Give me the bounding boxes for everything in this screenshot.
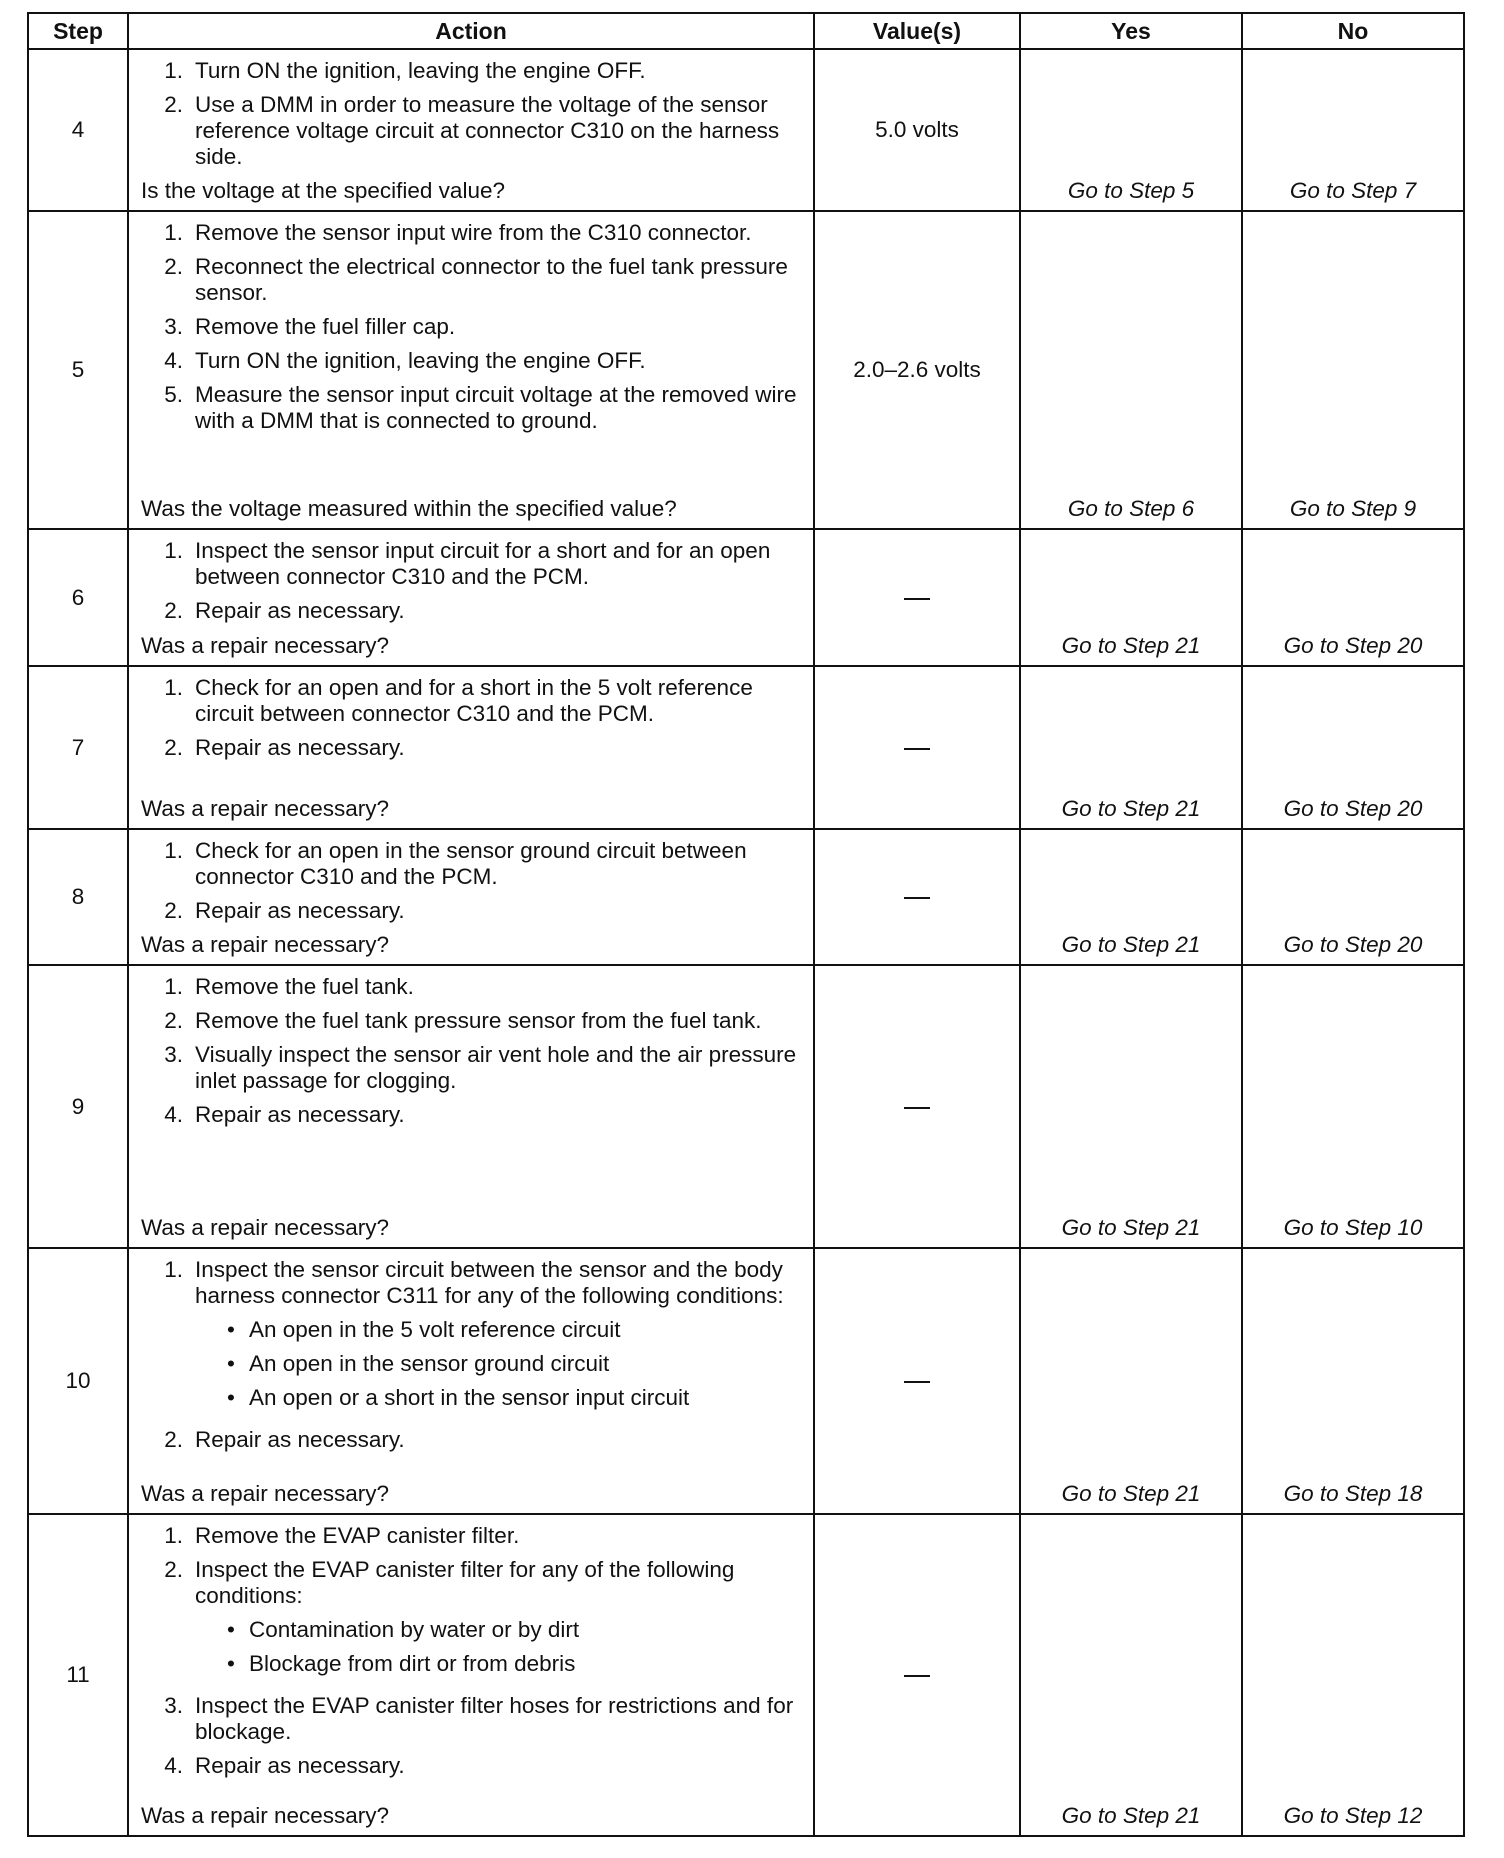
action-item xyxy=(141,898,801,924)
action-item xyxy=(141,348,801,374)
action-item-text xyxy=(195,314,801,340)
action-item xyxy=(141,538,801,590)
action-item-label: Repair as necessary. xyxy=(195,898,405,923)
action-item-text xyxy=(195,1257,801,1419)
action-item-text xyxy=(195,382,801,434)
action-item-number: 2. xyxy=(164,1557,183,1582)
action-item-number: 2. xyxy=(164,92,183,117)
value-cell xyxy=(814,1248,1020,1514)
no-cell: Go to Step 20 xyxy=(1242,529,1464,666)
action-cell xyxy=(128,49,814,211)
action-question: Was a repair necessary? xyxy=(141,633,390,658)
action-item-text xyxy=(195,1557,801,1685)
action-item-label: Inspect the sensor circuit between the sensor and the body harness connector C311 for any of the following conditions: xyxy=(195,1257,784,1308)
action-item xyxy=(141,58,801,84)
action-list xyxy=(141,974,801,1128)
action-item-number: 2. xyxy=(164,598,183,623)
header-step: Step xyxy=(28,13,128,49)
value-cell xyxy=(814,529,1020,666)
header-row xyxy=(28,13,1464,49)
table-row xyxy=(28,965,1464,1248)
table-row xyxy=(28,211,1464,529)
action-item-number: 3. xyxy=(164,1693,183,1718)
table-row xyxy=(28,1514,1464,1836)
action-item xyxy=(141,254,801,306)
action-item-text xyxy=(195,1042,801,1094)
action-item-text xyxy=(195,1693,801,1745)
sub-item-text: Contamination by water or by dirt xyxy=(249,1617,580,1642)
no-cell: Go to Step 10 xyxy=(1242,965,1464,1248)
action-item-number: 4. xyxy=(164,348,183,373)
bullet-icon: • xyxy=(227,1351,235,1376)
step-number: 8 xyxy=(28,829,128,965)
value-text xyxy=(904,1675,930,1677)
value-text xyxy=(904,598,930,600)
yes-cell: Go to Step 21 xyxy=(1020,1248,1242,1514)
no-cell: Go to Step 7 xyxy=(1242,49,1464,211)
action-cell xyxy=(128,666,814,829)
sub-item xyxy=(195,1317,801,1343)
action-item-number: 2. xyxy=(164,1008,183,1033)
sub-item-text: An open in the 5 volt reference circuit xyxy=(249,1317,621,1342)
value-text: 5.0 volts xyxy=(875,117,959,142)
action-list xyxy=(141,1257,801,1453)
value-text xyxy=(904,897,930,899)
action-item xyxy=(141,1102,801,1128)
action-item-number: 4. xyxy=(164,1102,183,1127)
header-yes: Yes xyxy=(1020,13,1242,49)
table-row xyxy=(28,529,1464,666)
action-item-text xyxy=(195,675,801,727)
action-item-text xyxy=(195,838,801,890)
value-cell xyxy=(814,829,1020,965)
action-item-number: 1. xyxy=(164,675,183,700)
yes-cell: Go to Step 21 xyxy=(1020,529,1242,666)
action-item xyxy=(141,1557,801,1685)
bullet-icon: • xyxy=(227,1385,235,1410)
sub-item-text: An open in the sensor ground circuit xyxy=(249,1351,610,1376)
value-cell xyxy=(814,49,1020,211)
action-question: Is the voltage at the specified value? xyxy=(141,178,505,203)
action-item xyxy=(141,838,801,890)
action-item-text xyxy=(195,348,801,374)
sub-item-list xyxy=(195,1317,801,1411)
action-item xyxy=(141,92,801,170)
table-row xyxy=(28,829,1464,965)
action-item xyxy=(141,1042,801,1094)
action-item-text xyxy=(195,598,801,624)
action-item xyxy=(141,1693,801,1745)
action-item xyxy=(141,314,801,340)
yes-cell: Go to Step 5 xyxy=(1020,49,1242,211)
action-item-number: 1. xyxy=(164,1257,183,1282)
action-item-text xyxy=(195,58,801,84)
action-question: Was a repair necessary? xyxy=(141,1215,390,1240)
yes-cell: Go to Step 21 xyxy=(1020,965,1242,1248)
action-item-label: Remove the sensor input wire from the C310 connector. xyxy=(195,220,752,245)
action-question: Was a repair necessary? xyxy=(141,932,390,957)
sub-item-text: Blockage from dirt or from debris xyxy=(249,1651,576,1676)
action-item-label: Repair as necessary. xyxy=(195,1427,405,1452)
action-cell xyxy=(128,1248,814,1514)
bullet-icon: • xyxy=(227,1651,235,1676)
step-number: 5 xyxy=(28,211,128,529)
action-item-number: 1. xyxy=(164,838,183,863)
action-question: Was a repair necessary? xyxy=(141,796,390,821)
action-item-label: Turn ON the ignition, leaving the engine OFF. xyxy=(195,58,646,83)
action-cell xyxy=(128,1514,814,1836)
bullet-icon: • xyxy=(227,1317,235,1342)
action-item-text xyxy=(195,735,801,761)
action-list xyxy=(141,58,801,170)
action-item-text xyxy=(195,220,801,246)
action-item xyxy=(141,1008,801,1034)
action-item-text xyxy=(195,898,801,924)
action-item-label: Use a DMM in order to measure the voltage of the sensor reference voltage circuit at connector C310 on the harness side. xyxy=(195,92,780,169)
action-item-number: 5. xyxy=(164,382,183,407)
diagnostic-table xyxy=(27,12,1465,1837)
header-no: No xyxy=(1242,13,1464,49)
action-item-label: Check for an open and for a short in the 5 volt reference circuit between connector C310 and the PCM. xyxy=(195,675,753,726)
value-cell xyxy=(814,965,1020,1248)
action-item-label: Repair as necessary. xyxy=(195,598,405,623)
yes-cell: Go to Step 21 xyxy=(1020,666,1242,829)
action-item xyxy=(141,1523,801,1549)
step-number: 6 xyxy=(28,529,128,666)
action-item-text xyxy=(195,1523,801,1549)
action-item-text xyxy=(195,974,801,1000)
header-values: Value(s) xyxy=(814,13,1020,49)
table-row xyxy=(28,1248,1464,1514)
table-row xyxy=(28,49,1464,211)
action-item xyxy=(141,382,801,434)
header-action: Action xyxy=(128,13,814,49)
action-list xyxy=(141,220,801,434)
sub-item-list xyxy=(195,1617,801,1677)
action-item-number: 2. xyxy=(164,1427,183,1452)
sub-item xyxy=(195,1617,801,1643)
action-question: Was a repair necessary? xyxy=(141,1803,390,1828)
action-list xyxy=(141,1523,801,1779)
action-item-label: Inspect the sensor input circuit for a short and for an open between connector C310 and the PCM. xyxy=(195,538,771,589)
action-item-label: Check for an open in the sensor ground circuit between connector C310 and the PCM. xyxy=(195,838,747,889)
action-item-number: 2. xyxy=(164,735,183,760)
action-item-number: 2. xyxy=(164,898,183,923)
action-item-label: Inspect the EVAP canister filter for any of the following conditions: xyxy=(195,1557,735,1608)
no-cell: Go to Step 12 xyxy=(1242,1514,1464,1836)
action-item-label: Repair as necessary. xyxy=(195,735,405,760)
action-question: Was a repair necessary? xyxy=(141,1481,390,1506)
action-list xyxy=(141,838,801,924)
action-item-text xyxy=(195,1753,801,1779)
sub-item-text: An open or a short in the sensor input circuit xyxy=(249,1385,690,1410)
step-number: 10 xyxy=(28,1248,128,1514)
action-item-number: 3. xyxy=(164,1042,183,1067)
action-item-number: 1. xyxy=(164,58,183,83)
action-item-label: Inspect the EVAP canister filter hoses for restrictions and for blockage. xyxy=(195,1693,794,1744)
action-item-label: Remove the fuel filler cap. xyxy=(195,314,456,339)
action-item-label: Turn ON the ignition, leaving the engine OFF. xyxy=(195,348,646,373)
action-list xyxy=(141,538,801,624)
action-cell xyxy=(128,829,814,965)
sub-item xyxy=(195,1351,801,1377)
action-cell xyxy=(128,529,814,666)
action-item-label: Repair as necessary. xyxy=(195,1753,405,1778)
action-cell xyxy=(128,965,814,1248)
value-cell xyxy=(814,211,1020,529)
step-number: 11 xyxy=(28,1514,128,1836)
action-item-label: Reconnect the electrical connector to the fuel tank pressure sensor. xyxy=(195,254,788,305)
action-item-label: Repair as necessary. xyxy=(195,1102,405,1127)
step-number: 7 xyxy=(28,666,128,829)
action-item-text xyxy=(195,1008,801,1034)
action-item xyxy=(141,974,801,1000)
action-item-text xyxy=(195,538,801,590)
value-text xyxy=(904,1107,930,1109)
no-cell: Go to Step 18 xyxy=(1242,1248,1464,1514)
action-item xyxy=(141,1753,801,1779)
action-item-label: Remove the EVAP canister filter. xyxy=(195,1523,520,1548)
action-item-label: Measure the sensor input circuit voltage at the removed wire with a DMM that is connected to ground. xyxy=(195,382,797,433)
action-item-text xyxy=(195,92,801,170)
step-number: 4 xyxy=(28,49,128,211)
action-item-number: 4. xyxy=(164,1753,183,1778)
action-item-label: Visually inspect the sensor air vent hole and the air pressure inlet passage for clogging. xyxy=(195,1042,797,1093)
action-item xyxy=(141,598,801,624)
action-list xyxy=(141,675,801,761)
action-question: Was the voltage measured within the specified value? xyxy=(141,496,677,521)
action-item-text xyxy=(195,254,801,306)
step-number: 9 xyxy=(28,965,128,1248)
table-row xyxy=(28,666,1464,829)
action-item-number: 1. xyxy=(164,220,183,245)
no-cell: Go to Step 9 xyxy=(1242,211,1464,529)
table-body xyxy=(28,49,1464,1836)
action-item-number: 2. xyxy=(164,254,183,279)
value-text xyxy=(904,1381,930,1383)
action-item-number: 3. xyxy=(164,314,183,339)
action-item xyxy=(141,735,801,761)
action-cell xyxy=(128,211,814,529)
action-item-text xyxy=(195,1427,801,1453)
value-text: 2.0–2.6 volts xyxy=(853,357,981,382)
action-item-label: Remove the fuel tank pressure sensor from the fuel tank. xyxy=(195,1008,762,1033)
action-item xyxy=(141,1257,801,1419)
action-item-label: Remove the fuel tank. xyxy=(195,974,414,999)
value-text xyxy=(904,748,930,750)
action-item-text xyxy=(195,1102,801,1128)
action-item xyxy=(141,675,801,727)
yes-cell: Go to Step 21 xyxy=(1020,829,1242,965)
no-cell: Go to Step 20 xyxy=(1242,829,1464,965)
sub-item xyxy=(195,1385,801,1411)
value-cell xyxy=(814,666,1020,829)
yes-cell: Go to Step 21 xyxy=(1020,1514,1242,1836)
no-cell: Go to Step 20 xyxy=(1242,666,1464,829)
action-item-number: 1. xyxy=(164,974,183,999)
bullet-icon: • xyxy=(227,1617,235,1642)
value-cell xyxy=(814,1514,1020,1836)
yes-cell: Go to Step 6 xyxy=(1020,211,1242,529)
sub-item xyxy=(195,1651,801,1677)
action-item-number: 1. xyxy=(164,538,183,563)
action-item xyxy=(141,1427,801,1453)
action-item-number: 1. xyxy=(164,1523,183,1548)
action-item xyxy=(141,220,801,246)
